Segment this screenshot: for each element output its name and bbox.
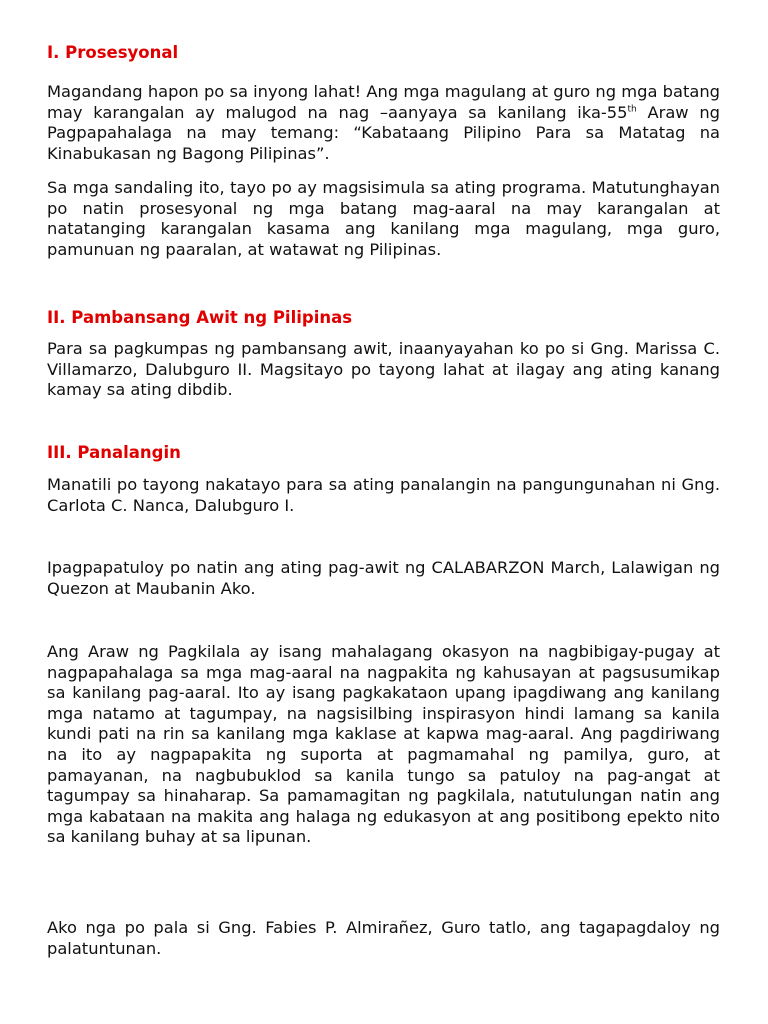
section-1-paragraph-2: Sa mga sandaling ito, tayo po ay magsisimula sa ating programa. Matutunghayan po natin prosesyonal ng mga batang mag-aaral na may karangalan at natatanging karangalan kasama ang kanilang mga magulang, mga guro, pamunuan ng paaralan, at watawat ng Pilipinas. <box>47 178 720 259</box>
section-1-paragraph-1 <box>47 82 720 164</box>
section-2-paragraph-1: Para sa pagkumpas ng pambansang awit, inaanyayahan ko po si Gng. Marissa C. Villamarzo, Dalubguro II. Magsitayo po tayong lahat at ilagay ang ating kanang kamay sa ating dibdib. <box>47 339 720 400</box>
section-heading-panalangin: III. Panalangin <box>47 443 181 462</box>
section-3-paragraph-1: Manatili po tayong nakatayo para sa ating panalangin na pangungunahan ni Gng. Carlota C. Nanca, Dalubguro I. <box>47 475 720 515</box>
section-1-paragraph-1-text-end: Araw ng Pagpapahalaga na may temang: “Kabataang Pilipino Para sa Matatag na Kinabukasan ng Bagong Pilipinas”. <box>47 102 720 163</box>
araw-ng-pagkilala-paragraph: Ang Araw ng Pagkilala ay isang mahalagang okasyon na nagbibigay-pugay at nagpapahalaga sa mga mag-aaral na nagpakita ng kahusayan at pagsusumikap sa kanilang pag-aaral. Ito ay isang pagkakataon upang ipagdiwang ang kanilang mga natamo at tagumpay, na nagsisilbing inspirasyon hindi lamang sa kanila kundi pati na rin sa kanilang mga kaklase at kapwa mag-aaral. Ang pagdiriwang na ito ay nagpapakita ng suporta at pagmamahal ng pamilya, guro, at pamayanan, na nagbubuklod sa kanila tungo sa patuloy na pag-angat at tagumpay sa hinaharap. Sa pamamagitan ng pagkilala, natutulungan natin ang mga kabataan na makita ang halaga ng edukasyon at ang positibong epekto nito sa kanilang buhay at sa lipunan. <box>47 642 720 847</box>
host-introduction-paragraph: Ako nga po pala si Gng. Fabies P. Almirañez, Guro tatlo, ang tagapagdaloy ng palatuntunan. <box>47 918 720 958</box>
section-1-paragraph-1-text: Magandang hapon po sa inyong lahat! Ang mga magulang at guro ng mga batang may karangalan ay malugod na nag –aanyaya sa kanilang ika-55 <box>47 82 720 122</box>
calabarzon-march-paragraph: Ipagpapatuloy po natin ang ating pag-awit ng CALABARZON March, Lalawigan ng Quezon at Maubanin Ako. <box>47 558 720 598</box>
section-heading-pambansang-awit: II. Pambansang Awit ng Pilipinas <box>47 308 353 327</box>
ordinal-suffix: th <box>627 104 637 115</box>
section-heading-prosesyonal: I. Prosesyonal <box>47 43 179 62</box>
